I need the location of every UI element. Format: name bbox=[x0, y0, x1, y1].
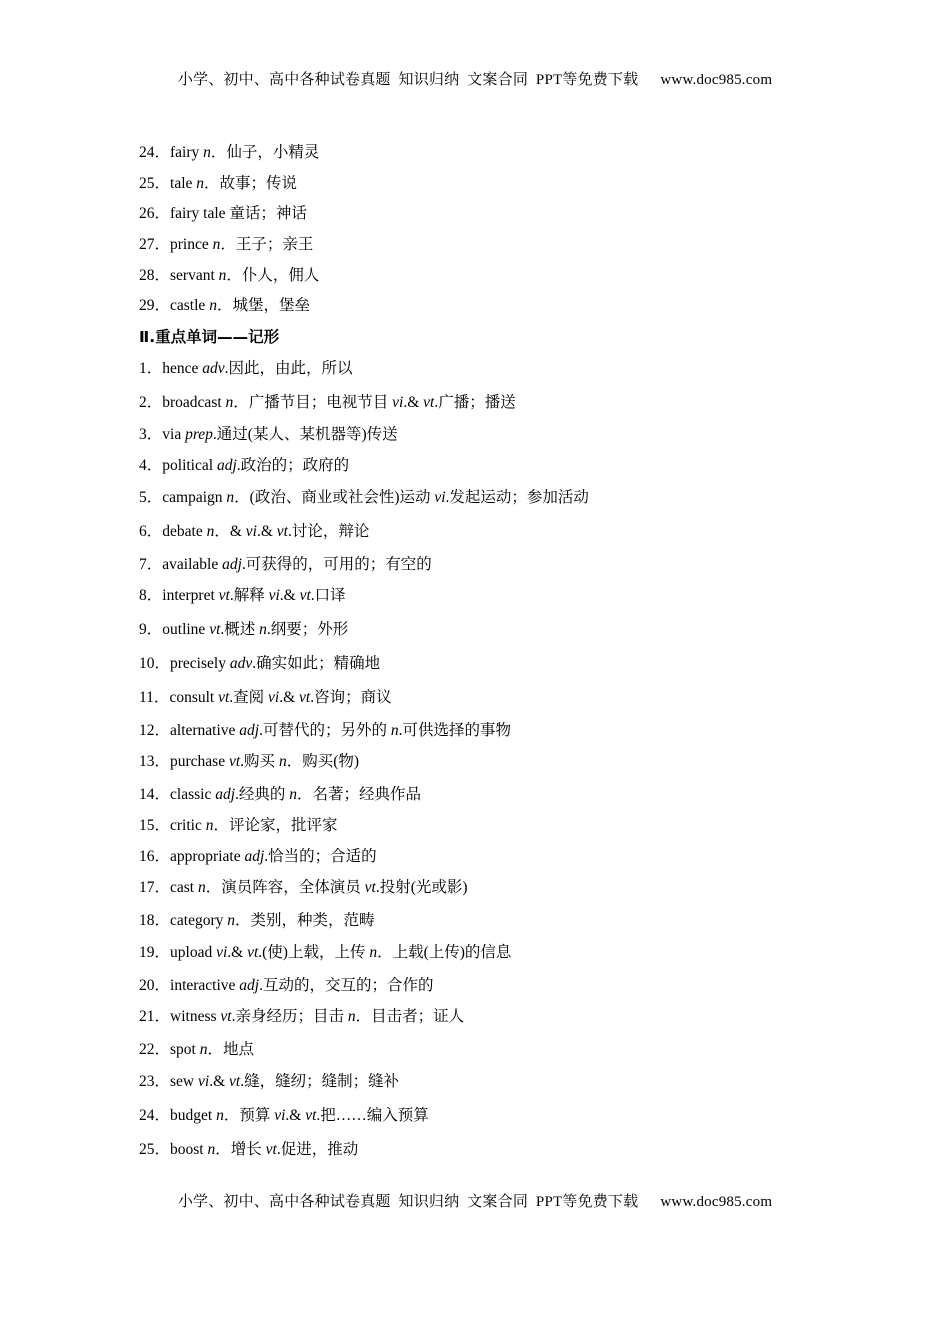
part-of-speech: n bbox=[347, 1008, 356, 1025]
part-of-speech: n bbox=[209, 297, 217, 314]
vocab-entry bbox=[139, 488, 589, 508]
part-of-speech: vt bbox=[299, 689, 311, 706]
part-of-speech: vt bbox=[228, 753, 241, 770]
entry-text: ．仙子，小精灵 bbox=[210, 144, 320, 161]
entry-number: 10． bbox=[139, 655, 171, 672]
entry-number: 6． bbox=[139, 523, 163, 540]
entry-text: .& bbox=[256, 523, 277, 540]
part-of-speech: vt bbox=[265, 1141, 277, 1158]
part-of-speech: n bbox=[218, 267, 227, 284]
part-of-speech: n bbox=[198, 879, 206, 896]
entry-text: alternative bbox=[170, 722, 240, 739]
part-of-speech: vi bbox=[245, 523, 257, 540]
entry-text: .解释 bbox=[229, 587, 269, 604]
part-of-speech: n bbox=[205, 817, 214, 834]
entry-number: 18． bbox=[139, 912, 171, 929]
entry-number: 8． bbox=[139, 587, 163, 604]
vocab-entry bbox=[139, 586, 346, 606]
entry-number: 11． bbox=[139, 689, 170, 706]
entry-text: .& bbox=[279, 689, 300, 706]
entry-text: critic bbox=[170, 817, 206, 834]
part-of-speech: n bbox=[390, 722, 399, 739]
vocab-entry bbox=[139, 911, 375, 931]
vocab-entry bbox=[139, 785, 421, 805]
entry-number: 5． bbox=[139, 489, 163, 506]
vocab-entry bbox=[139, 359, 353, 379]
part-of-speech: vi bbox=[274, 1107, 286, 1124]
entry-number: 21． bbox=[139, 1008, 171, 1025]
entry-number: 20． bbox=[139, 977, 171, 994]
entry-text: .互动的，交互的；合作的 bbox=[259, 977, 434, 994]
part-of-speech: vi bbox=[216, 944, 228, 961]
entry-text: classic bbox=[170, 786, 216, 803]
entry-number: 26． bbox=[139, 205, 171, 222]
entry-text: .可替代的；另外的 bbox=[259, 722, 391, 739]
entry-text: ．& bbox=[214, 523, 246, 540]
entry-text: .& bbox=[279, 587, 300, 604]
entry-number: 24． bbox=[139, 1107, 171, 1124]
section-title: Ⅱ.重点单词——记形 bbox=[139, 328, 280, 346]
part-of-speech: adj bbox=[239, 722, 260, 739]
part-of-speech: n bbox=[196, 175, 205, 192]
part-of-speech: vt bbox=[276, 523, 288, 540]
vocab-entry bbox=[139, 296, 310, 316]
entry-text: consult bbox=[169, 689, 219, 706]
entry-text: ．(政治、商业或社会性)运动 bbox=[234, 489, 435, 506]
entry-number: 25． bbox=[139, 175, 171, 192]
vocab-entry bbox=[139, 174, 297, 194]
entry-text: available bbox=[162, 556, 223, 573]
entry-number: 29． bbox=[139, 297, 171, 314]
entry-number: 22． bbox=[139, 1041, 171, 1058]
page-header bbox=[0, 68, 950, 89]
part-of-speech: vi bbox=[198, 1073, 210, 1090]
entry-text: .确实如此；精确地 bbox=[252, 655, 381, 672]
part-of-speech: vt bbox=[218, 689, 230, 706]
entry-text: ．地点 bbox=[207, 1041, 254, 1058]
part-of-speech: n bbox=[227, 912, 235, 929]
entry-number: 13． bbox=[139, 753, 171, 770]
part-of-speech: vi bbox=[268, 689, 280, 706]
entry-number: 4． bbox=[139, 457, 163, 474]
entry-text: .缝，缝纫；缝制；缝补 bbox=[240, 1073, 400, 1090]
vocab-entry bbox=[139, 266, 319, 286]
entry-number: 14． bbox=[139, 786, 171, 803]
part-of-speech: n bbox=[259, 621, 267, 638]
entry-text: hence bbox=[162, 360, 203, 377]
part-of-speech: n bbox=[212, 236, 221, 253]
entry-number: 7． bbox=[139, 556, 163, 573]
entry-text: .通过(某人、某机器等)传送 bbox=[212, 426, 398, 443]
footer-site: www.doc985.com bbox=[660, 1194, 773, 1210]
part-of-speech: vt bbox=[299, 587, 311, 604]
entry-text: .把……编入预算 bbox=[316, 1107, 429, 1124]
entry-text: .亲身经历；目击 bbox=[231, 1008, 348, 1025]
entry-text: precisely bbox=[170, 655, 230, 672]
entry-text: .讨论，辩论 bbox=[287, 523, 370, 540]
entry-text: .概述 bbox=[220, 621, 260, 638]
entry-text: interpret bbox=[162, 587, 219, 604]
part-of-speech: vt bbox=[220, 1008, 232, 1025]
entry-text: campaign bbox=[162, 489, 227, 506]
part-of-speech: adv bbox=[202, 360, 225, 377]
footer-text: 小学、初中、高中各种试卷真题 知识归纳 文案合同 PPT等免费下载 bbox=[177, 1194, 639, 1210]
entry-number: 3． bbox=[139, 426, 163, 443]
entry-text: broadcast bbox=[162, 394, 226, 411]
entry-text: appropriate bbox=[170, 848, 245, 865]
entry-text: servant bbox=[170, 267, 219, 284]
entry-text: tale bbox=[170, 175, 197, 192]
entry-number: 17． bbox=[139, 879, 171, 896]
entry-number: 2． bbox=[139, 394, 163, 411]
header-site: www.doc985.com bbox=[660, 72, 773, 88]
entry-number: 27． bbox=[139, 236, 171, 253]
part-of-speech: vt bbox=[423, 394, 435, 411]
vocab-entry bbox=[139, 943, 511, 963]
entry-text: outline bbox=[162, 621, 210, 638]
entry-text: political bbox=[162, 457, 217, 474]
entry-text: fairy tale 童话；神话 bbox=[170, 205, 307, 222]
part-of-speech: vt bbox=[305, 1107, 317, 1124]
entry-text: .发起运动；参加活动 bbox=[445, 489, 589, 506]
entry-text: .广播；播送 bbox=[434, 394, 516, 411]
entry-text: category bbox=[170, 912, 228, 929]
entry-text: prince bbox=[170, 236, 213, 253]
entry-text: upload bbox=[170, 944, 217, 961]
vocab-entry bbox=[139, 1040, 254, 1060]
entry-text: via bbox=[162, 426, 186, 443]
entry-text: ．购买(物) bbox=[286, 753, 360, 770]
entry-number: 15． bbox=[139, 817, 171, 834]
entry-number: 16． bbox=[139, 848, 171, 865]
entry-text: fairy bbox=[170, 144, 204, 161]
entry-text: .(使)上载，上传 bbox=[258, 944, 370, 961]
entry-text: .口译 bbox=[310, 587, 346, 604]
vocab-entry bbox=[139, 878, 468, 898]
entry-text: ．演员阵容，全体演员 bbox=[205, 879, 365, 896]
part-of-speech: n bbox=[289, 786, 298, 803]
entry-text: boost bbox=[170, 1141, 208, 1158]
entry-text: ．仆人，佣人 bbox=[226, 267, 320, 284]
entry-text: witness bbox=[170, 1008, 221, 1025]
entry-number: 25． bbox=[139, 1141, 171, 1158]
vocab-entry bbox=[139, 688, 392, 708]
entry-text: .促进，推动 bbox=[276, 1141, 359, 1158]
vocab-entry bbox=[139, 976, 434, 996]
vocab-entry bbox=[139, 654, 380, 674]
vocab-entry bbox=[139, 816, 338, 836]
vocab-entry bbox=[139, 555, 432, 575]
entry-text: budget bbox=[170, 1107, 217, 1124]
entry-text: .购买 bbox=[240, 753, 279, 770]
vocab-entry bbox=[139, 620, 348, 640]
entry-text: .& bbox=[227, 944, 248, 961]
part-of-speech: n bbox=[203, 144, 211, 161]
entry-number: 24． bbox=[139, 144, 171, 161]
entry-text: .纲要；外形 bbox=[266, 621, 349, 638]
vocab-entry bbox=[139, 1140, 358, 1160]
part-of-speech: vi bbox=[268, 587, 280, 604]
part-of-speech: n bbox=[226, 489, 235, 506]
part-of-speech: vi bbox=[434, 489, 446, 506]
entry-text: .& bbox=[209, 1073, 229, 1090]
entry-text: spot bbox=[170, 1041, 200, 1058]
entry-text: purchase bbox=[170, 753, 229, 770]
entry-text: castle bbox=[170, 297, 210, 314]
entry-text: ．增长 bbox=[215, 1141, 266, 1158]
part-of-speech: n bbox=[206, 523, 215, 540]
entry-text: cast bbox=[170, 879, 198, 896]
entry-text: ．类别，种类，范畴 bbox=[235, 912, 375, 929]
page-footer bbox=[0, 1190, 950, 1211]
entry-number: 1． bbox=[139, 360, 163, 377]
entry-number: 28． bbox=[139, 267, 171, 284]
header-text: 小学、初中、高中各种试卷真题 知识归纳 文案合同 PPT等免费下载 bbox=[177, 72, 639, 88]
entry-text: ．广播节目；电视节目 bbox=[233, 394, 393, 411]
entry-text: .投射(光或影) bbox=[375, 879, 468, 896]
entry-number: 23． bbox=[139, 1073, 171, 1090]
entry-text: .& bbox=[403, 394, 424, 411]
entry-text: .可供选择的事物 bbox=[398, 722, 512, 739]
entry-text: .经典的 bbox=[235, 786, 290, 803]
vocab-entry bbox=[139, 393, 516, 413]
part-of-speech: adj bbox=[222, 556, 242, 573]
vocab-entry bbox=[139, 847, 377, 867]
part-of-speech: adj bbox=[239, 977, 260, 994]
part-of-speech: vt bbox=[209, 621, 221, 638]
part-of-speech: vt bbox=[364, 879, 376, 896]
vocab-entry bbox=[139, 235, 313, 255]
entry-number: 12． bbox=[139, 722, 171, 739]
entry-text: .查阅 bbox=[229, 689, 269, 706]
vocab-entry bbox=[139, 1106, 429, 1126]
vocab-entry bbox=[139, 522, 369, 542]
vocab-entry bbox=[139, 456, 349, 476]
entry-text: debate bbox=[162, 523, 207, 540]
vocab-entry bbox=[139, 204, 307, 224]
entry-text: ．评论家，批评家 bbox=[213, 817, 338, 834]
entry-text: ．目击者；证人 bbox=[355, 1008, 465, 1025]
part-of-speech: adj bbox=[215, 786, 236, 803]
part-of-speech: n bbox=[216, 1107, 224, 1124]
part-of-speech: n bbox=[369, 944, 378, 961]
part-of-speech: adj bbox=[244, 848, 265, 865]
vocab-entry bbox=[139, 425, 398, 445]
entry-text: ．王子；亲王 bbox=[220, 236, 314, 253]
part-of-speech: n bbox=[225, 394, 234, 411]
entry-text: ．上载(上传)的信息 bbox=[377, 944, 512, 961]
part-of-speech: n bbox=[278, 753, 287, 770]
part-of-speech: n bbox=[207, 1141, 216, 1158]
vocab-entry bbox=[139, 1007, 464, 1027]
vocab-entry bbox=[139, 143, 319, 163]
entry-text: interactive bbox=[170, 977, 240, 994]
vocab-entry bbox=[139, 752, 359, 772]
part-of-speech: vt bbox=[247, 944, 259, 961]
entry-text: ．预算 bbox=[223, 1107, 275, 1124]
part-of-speech: n bbox=[199, 1041, 208, 1058]
entry-text: ．城堡，堡垒 bbox=[216, 297, 310, 314]
entry-text: ．故事；传说 bbox=[204, 175, 298, 192]
vocab-entry bbox=[139, 721, 511, 741]
entry-text: sew bbox=[170, 1073, 198, 1090]
entry-text: .政治的；政府的 bbox=[236, 457, 350, 474]
part-of-speech: vt bbox=[229, 1073, 241, 1090]
entry-text: .咨询；商议 bbox=[310, 689, 392, 706]
part-of-speech: vi bbox=[392, 394, 404, 411]
entry-text: .恰当的；合适的 bbox=[264, 848, 377, 865]
part-of-speech: prep bbox=[185, 426, 213, 443]
vocab-entry bbox=[139, 1072, 399, 1092]
part-of-speech: adj bbox=[216, 457, 237, 474]
entry-text: .因此，由此，所以 bbox=[224, 360, 353, 377]
entry-text: .可获得的，可用的；有空的 bbox=[241, 556, 432, 573]
entry-text: ．名著；经典作品 bbox=[297, 786, 422, 803]
entry-number: 19． bbox=[139, 944, 171, 961]
part-of-speech: vt bbox=[218, 587, 230, 604]
entry-text: .& bbox=[285, 1107, 306, 1124]
part-of-speech: adv bbox=[229, 655, 253, 672]
entry-number: 9． bbox=[139, 621, 163, 638]
